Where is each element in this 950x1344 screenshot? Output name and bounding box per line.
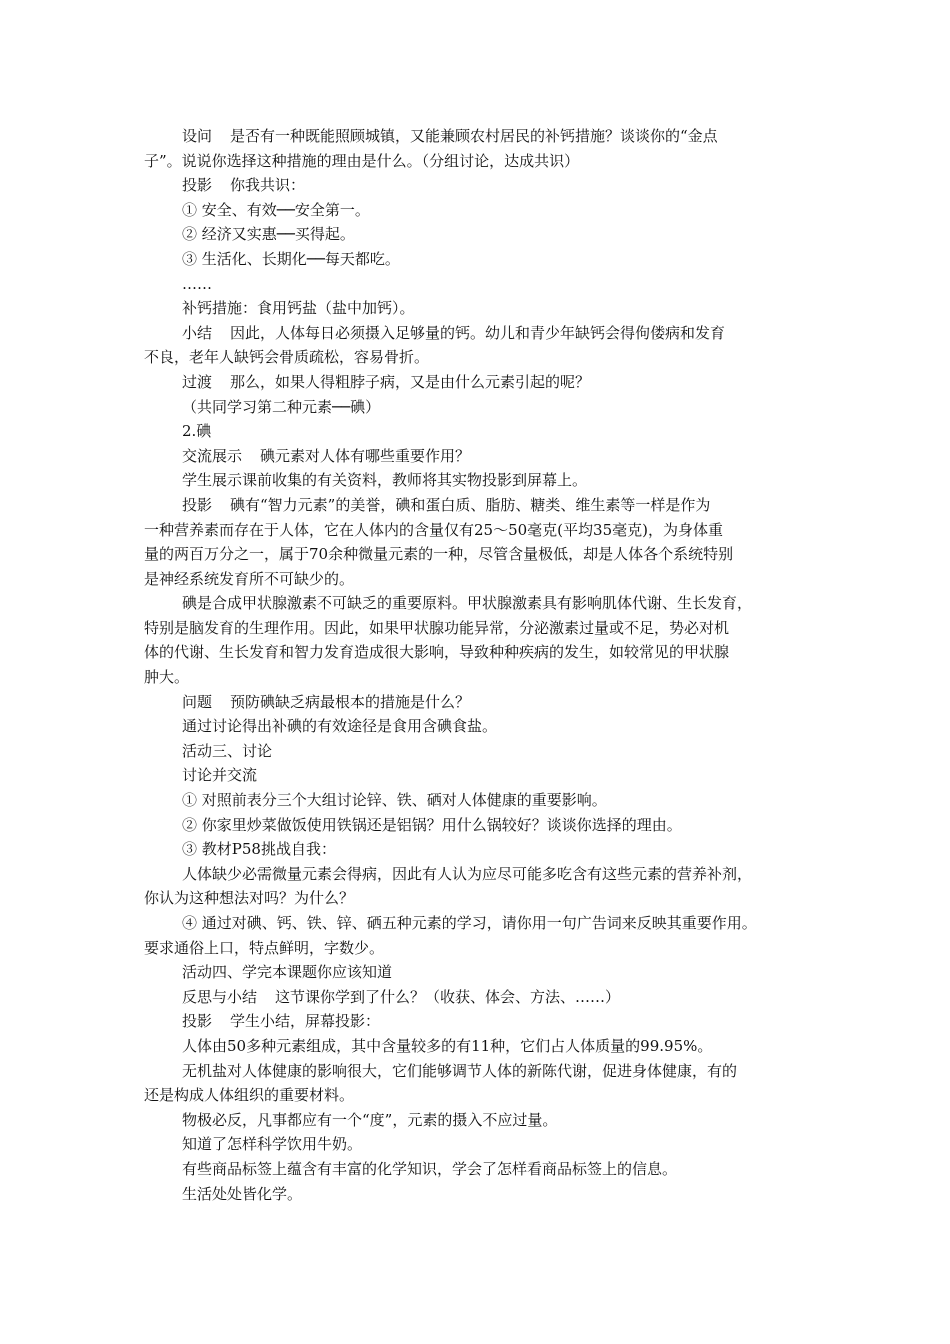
- paragraph: [144, 763, 820, 788]
- paragraph: [144, 173, 820, 198]
- paragraph-line: [182, 201, 370, 219]
- paragraph-text: ……: [182, 274, 212, 293]
- paragraph-text: 碘元素对人体有哪些重要作用？: [260, 446, 471, 465]
- paragraph: [144, 911, 820, 960]
- paragraph: [144, 444, 820, 469]
- paragraph: [144, 321, 820, 370]
- paragraph-text: 碘有“智力元素”的美誉，碘和蛋白质、脂肪、糖类、维生素等一样是作为: [230, 495, 711, 514]
- paragraph: [144, 395, 820, 420]
- paragraph: [144, 591, 820, 689]
- paragraph: [144, 272, 820, 297]
- paragraph: [144, 862, 820, 911]
- paragraph-text: 学生小结，屏幕投影：: [230, 1012, 381, 1031]
- paragraph-text: 你我共识：: [230, 176, 306, 195]
- paragraph: [144, 493, 820, 591]
- paragraph-text: ① 安全、有效──安全第一。: [182, 200, 370, 219]
- paragraph: [144, 419, 820, 444]
- paragraph-line: [182, 1012, 380, 1030]
- paragraph-text: 体的代谢、生长发育和智力发育造成很大影响，导致种种疾病的发生，如较常见的甲状腺: [144, 643, 730, 662]
- paragraph-line: [182, 840, 336, 858]
- paragraph-line: [182, 1160, 677, 1178]
- paragraph-text: 量的两百万分之一，属于70余种微量元素的一种，尽管含量极低，却是人体各个系统特别: [144, 545, 734, 564]
- paragraph-text: 生活处处皆化学。: [182, 1184, 303, 1203]
- paragraph-line: [144, 665, 820, 690]
- paragraph-text: 因此，人体每日必须摄入足够量的钙。幼儿和青少年缺钙会得佝偻病和发育: [230, 323, 726, 342]
- paragraph-text: 物极必反，凡事都应有一个“度”，元素的摄入不应过量。: [182, 1110, 558, 1129]
- paragraph: [144, 985, 820, 1010]
- paragraph-line: [182, 275, 212, 293]
- paragraph-text: 活动三、讨论: [182, 741, 273, 760]
- paragraph-line: [144, 1059, 820, 1084]
- paragraph-line: [182, 250, 400, 268]
- paragraph-line: [182, 717, 497, 735]
- paragraph: [144, 960, 820, 985]
- paragraph: [144, 247, 820, 272]
- paragraph-line: [182, 422, 211, 440]
- paragraph-text: ② 经济又实惠──买得起。: [182, 225, 355, 244]
- paragraph-line: [144, 1083, 820, 1108]
- paragraph-line: [144, 493, 820, 518]
- paragraph-line: [182, 963, 392, 981]
- paragraph-line: [182, 225, 355, 243]
- paragraph: [144, 788, 820, 813]
- paragraph-line: [182, 373, 590, 391]
- paragraph-line: [182, 398, 380, 416]
- paragraph-text: ② 你家里炒菜做饭使用铁锅还是铝锅？用什么锅较好？谈谈你选择的理由。: [182, 815, 682, 834]
- paragraph-text: 子”。说说你选择这种措施的理由是什么。（分组讨论，达成共识）: [144, 151, 580, 170]
- paragraph-line: [144, 124, 820, 149]
- paragraph: [144, 296, 820, 321]
- paragraph-line: [182, 988, 620, 1006]
- paragraph-text: 特别是脑发育的生理作用。因此，如果甲状腺功能异常，分泌激素过量或不足，势必对机: [144, 618, 730, 637]
- paragraph-line: [182, 791, 607, 809]
- paragraph-text: 学生展示课前收集的有关资料，教师将其实物投影到屏幕上。: [182, 471, 588, 490]
- paragraph-line: [144, 616, 820, 641]
- paragraph-text: 人体缺少必需微量元素会得病，因此有人认为应尽可能多吃含有这些元素的营养补剂，: [182, 864, 753, 883]
- paragraph-line: [182, 299, 415, 317]
- paragraph-label: 问题: [182, 692, 213, 711]
- paragraph-line: [144, 591, 820, 616]
- paragraph-text: ③ 生活化、长期化──每天都吃。: [182, 249, 400, 268]
- paragraph-line: [144, 862, 820, 887]
- paragraph: [144, 1132, 820, 1157]
- paragraph: [144, 837, 820, 862]
- paragraph: [144, 813, 820, 838]
- paragraph-text: 无机盐对人体健康的影响很大，它们能够调节人体的新陈代谢，促进身体健康，有的: [182, 1061, 738, 1080]
- paragraph-text: 人体由50多种元素组成，其中含量较多的有11种，它们占人体质量的99.95%。: [182, 1036, 713, 1055]
- paragraph-text: 是神经系统发育所不可缺少的。: [144, 569, 355, 588]
- paragraph-text: ④ 通过对碘、钙、铁、锌、硒五种元素的学习，请你用一句广告词来反映其重要作用。: [182, 914, 757, 932]
- paragraph: [144, 370, 820, 395]
- paragraph-text: 预防碘缺乏病最根本的措施是什么？: [230, 692, 471, 711]
- paragraph-text: 补钙措施：食用钙盐（盐中加钙）。: [182, 299, 415, 318]
- paragraph-line: [144, 567, 820, 592]
- paragraph-line: [182, 471, 587, 489]
- paragraph-line: [182, 176, 305, 194]
- paragraph-line: [182, 693, 470, 711]
- paragraph: [144, 1059, 820, 1108]
- paragraph-line: [144, 886, 820, 911]
- paragraph-text: 讨论并交流: [182, 766, 258, 785]
- paragraph: [144, 1034, 820, 1059]
- paragraph-text: 一种营养素而存在于人体，它在人体内的含量仅有25～50毫克(平均35毫克)，为身体重: [144, 520, 723, 539]
- paragraph-line: [144, 911, 820, 936]
- paragraph-text: 这节课你学到了什么？（收获、体会、方法、……）: [275, 987, 621, 1006]
- paragraph-label: 小结: [182, 323, 213, 342]
- paragraph: [144, 1108, 820, 1133]
- paragraph-label: 投影: [182, 1012, 213, 1031]
- paragraph-line: [144, 321, 820, 346]
- paragraph-line: [182, 816, 682, 834]
- paragraph: [144, 1182, 820, 1207]
- paragraph-text: 要求通俗上口，特点鲜明，字数少。: [144, 938, 385, 957]
- paragraph-line: [144, 542, 820, 567]
- paragraph-text: 通过讨论得出补碘的有效途径是食用含碘食盐。: [182, 717, 498, 736]
- paragraph: [144, 1157, 820, 1182]
- paragraph: [144, 714, 820, 739]
- paragraph-label: 过渡: [182, 372, 213, 391]
- paragraph: [144, 739, 820, 764]
- paragraph-label: 反思与小结: [182, 987, 258, 1006]
- paragraph-line: [182, 1037, 712, 1055]
- paragraph-text: 你认为这种想法对吗？为什么？: [144, 889, 355, 908]
- paragraph-line: [182, 1111, 557, 1129]
- paragraph-label: 设问: [182, 127, 213, 145]
- paragraph: [144, 690, 820, 715]
- paragraph-label: 投影: [182, 495, 213, 514]
- paragraph-line: [182, 742, 272, 760]
- paragraph: [144, 124, 820, 173]
- paragraph-label: 投影: [182, 176, 213, 195]
- paragraph-text: 是否有一种既能照顾城镇，又能兼顾农村居民的补钙措施？谈谈你的“金点: [230, 127, 718, 145]
- paragraph-line: [144, 936, 820, 961]
- paragraph: [144, 468, 820, 493]
- paragraph: [144, 222, 820, 247]
- paragraph: [144, 1009, 820, 1034]
- paragraph-line: [144, 640, 820, 665]
- paragraph-text: （共同学习第二种元素──碘）: [182, 397, 381, 416]
- paragraph-line: [182, 1185, 302, 1203]
- paragraph-line: [144, 345, 820, 370]
- paragraph-text: 活动四、学完本课题你应该知道: [182, 963, 393, 982]
- paragraph-text: ① 对照前表分三个大组讨论锌、铁、硒对人体健康的重要影响。: [182, 791, 607, 810]
- paragraph: [144, 198, 820, 223]
- document-body: [144, 124, 820, 1206]
- paragraph-line: [144, 518, 820, 543]
- paragraph-text: 不良，老年人缺钙会骨质疏松，容易骨折。: [144, 348, 430, 367]
- paragraph-label: 交流展示: [182, 446, 243, 465]
- paragraph-text: 有些商品标签上蕴含有丰富的化学知识，学会了怎样看商品标签上的信息。: [182, 1159, 678, 1178]
- paragraph-line: [182, 766, 257, 784]
- paragraph-text: 知道了怎样科学饮用牛奶。: [182, 1135, 363, 1154]
- paragraph-line: [182, 1135, 362, 1153]
- paragraph-line: [182, 447, 470, 465]
- paragraph-text: 肿大。: [144, 668, 190, 687]
- paragraph-text: 2.碘: [182, 422, 212, 441]
- paragraph-text: 还是构成人体组织的重要材料。: [144, 1086, 355, 1105]
- paragraph-text: 碘是合成甲状腺激素不可缺乏的重要原料。甲状腺激素具有影响肌体代谢、生长发育，: [182, 594, 753, 613]
- paragraph-text: 那么，如果人得粗脖子病，又是由什么元素引起的呢？: [230, 372, 591, 391]
- paragraph-line: [144, 149, 820, 174]
- paragraph-text: ③ 教材P58挑战自我：: [182, 840, 336, 859]
